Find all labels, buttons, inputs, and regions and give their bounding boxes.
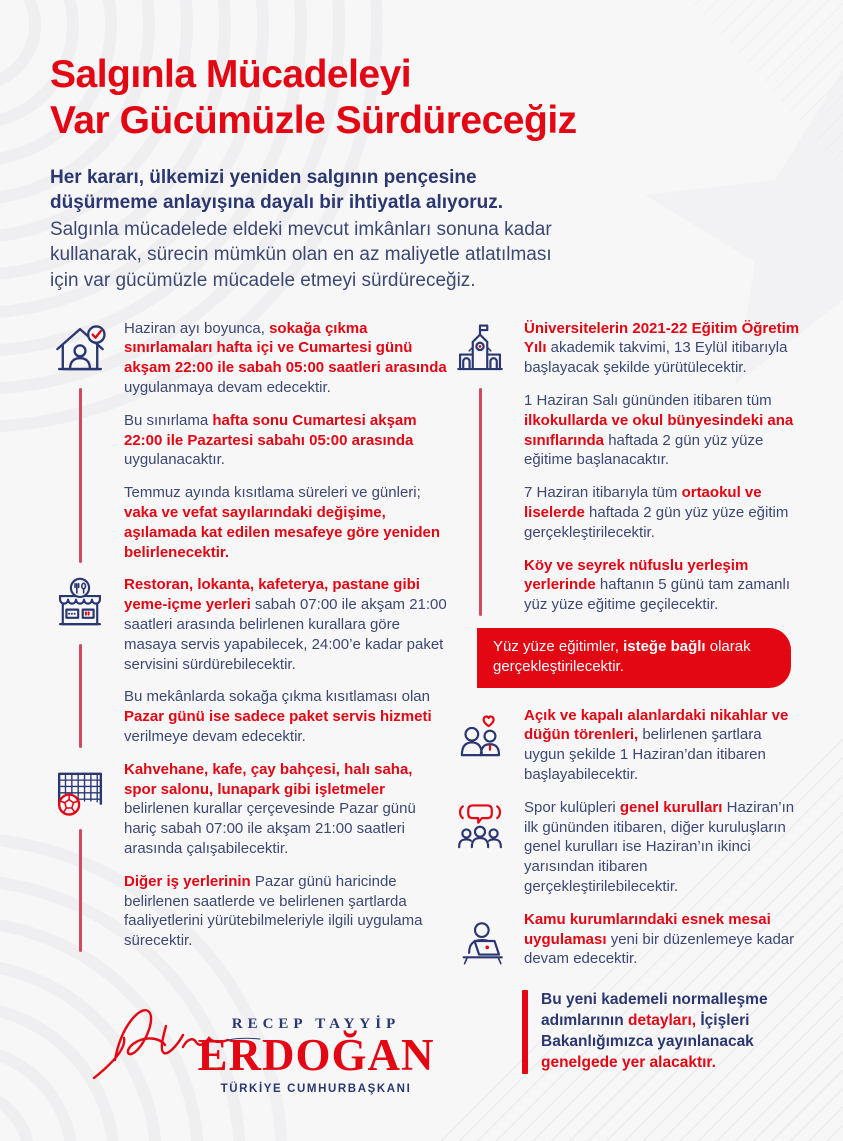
university-building-icon bbox=[451, 321, 509, 379]
meeting-people-icon bbox=[451, 800, 509, 858]
education-paragraph-1 bbox=[524, 319, 805, 378]
right-column bbox=[448, 319, 805, 1127]
text-segment: Restoran, lokanta, kafeterya, pastane gibi yeme-içme yerleri bbox=[124, 576, 420, 614]
signature-first-name: RECEP TAYYİP bbox=[231, 1015, 401, 1032]
closing-note-text bbox=[541, 990, 795, 1074]
house-check-icon bbox=[51, 321, 109, 379]
text-segment: yeni bir düzenlemeye kadar devam edecektir. bbox=[524, 930, 795, 968]
text-segment: Kahvehane, kafe, çay bahçesi, halı saha, spor salonu, lunapark gibi işletmeler bbox=[124, 760, 413, 798]
page-title bbox=[50, 52, 803, 144]
curfew-paragraph-3 bbox=[124, 483, 448, 562]
education-banner-text bbox=[493, 637, 775, 677]
text-segment: Bu yeni kademeli normalleşme adımlarının bbox=[541, 991, 768, 1030]
text-segment: Üniversitelerin 2021-22 Eğitim Öğretim Yılı bbox=[524, 319, 800, 357]
timeline-line bbox=[79, 829, 82, 952]
businesses-paragraph-2 bbox=[124, 872, 448, 951]
two-column-body bbox=[0, 293, 843, 1127]
text-segment: hafta sonu Cumartesi akşam 22:00 ile Pazartesi sabahı 05:00 arasında bbox=[124, 411, 417, 449]
education-banner bbox=[477, 628, 791, 688]
section-curfew bbox=[48, 319, 448, 576]
weddings-paragraph-1 bbox=[524, 706, 805, 785]
text-segment: uygulanmaya devam edecektir. bbox=[124, 379, 331, 397]
text-segment: 7 Haziran itibarıyla tüm bbox=[524, 484, 682, 502]
text-segment: sabah 07:00 ile akşam 21:00 saatleri arasında belirlenen kurallara göre masaya servis yapabilecek, 24:00’e kadar paket servisini sürdürebilecektir. bbox=[124, 596, 447, 673]
closing-note bbox=[522, 990, 795, 1074]
education-paragraph-3 bbox=[524, 483, 805, 542]
assemblies-paragraph-1 bbox=[524, 798, 805, 897]
text-segment: Haziran’ın ilk gününden itibaren, diğer kuruluşların genel kurulları ise Haziran’ın ikinci yarısından itibaren gerçekleştirilebilecektir. bbox=[524, 798, 795, 895]
text-segment: Pazar günü haricinde belirlenen saatlerde ve belirlenen şartlarda faaliyetlerini yürütebilmeleriyle ilgili uygulama sürecektir. bbox=[124, 872, 423, 950]
text-segment: Spor kulüpleri bbox=[524, 798, 620, 816]
wedding-couple-heart-icon bbox=[451, 708, 509, 766]
text-segment: vaka ve vefat sayılarındaki değişime, aşılamada kat edilen mesafeye göre yeniden belirlenecektir. bbox=[124, 504, 440, 561]
text-segment: verilmeye devam edecektir. bbox=[124, 727, 306, 745]
football-goal-icon bbox=[51, 762, 109, 820]
signature-last-name: ERDOĞAN bbox=[197, 1029, 435, 1080]
text-segment: Temmuz ayında kısıtlama süreleri ve günleri; bbox=[124, 484, 421, 502]
section-public-work bbox=[448, 910, 805, 982]
text-segment: Haziran ayı boyunca, bbox=[124, 319, 270, 337]
intro-emphasis: Her kararı, ülkemizi yeniden salgının pençesine düşürmeme anlayışına dayalı bir ihtiyatla alıyoruz. bbox=[50, 167, 503, 213]
text-segment: genel kurulları bbox=[619, 798, 723, 816]
text-segment: akademik takvimi, 13 Eylül itibarıyla başlayacak şekilde yürütülecektir. bbox=[524, 339, 788, 377]
education-paragraph-2 bbox=[524, 391, 805, 470]
text-segment: Açık ve kapalı alanlardaki nikahlar ve düğün törenleri, bbox=[524, 706, 789, 744]
text-segment: ortaokul ve liselerde bbox=[524, 484, 762, 522]
timeline-line bbox=[79, 388, 82, 564]
timeline-line bbox=[79, 644, 82, 747]
text-segment: Pazar günü ise sadece paket servis hizmeti bbox=[124, 708, 432, 726]
text-segment: olarak gerçekleştirilecektir. bbox=[493, 638, 751, 675]
title-line-2: Var Gücümüzle Sürdüreceğiz bbox=[50, 99, 577, 143]
timeline-line bbox=[479, 388, 482, 616]
section-weddings bbox=[448, 706, 805, 798]
text-segment: 1 Haziran Salı gününden itibaren tüm bbox=[524, 392, 772, 410]
header bbox=[0, 0, 843, 293]
text-segment: isteğe bağlı bbox=[623, 638, 706, 655]
note-accent-bar bbox=[522, 990, 528, 1074]
text-segment: haftada 2 gün yüz yüze eğitim gerçekleştirilecektir. bbox=[524, 504, 789, 541]
dining-paragraph-2 bbox=[124, 687, 448, 746]
education-paragraph-4 bbox=[524, 556, 805, 615]
text-segment: haftanın 5 günü tam zamanlı yüz yüze eğitime geçilecektir. bbox=[524, 576, 791, 614]
left-column bbox=[48, 319, 448, 1127]
curfew-paragraph-1 bbox=[124, 319, 448, 398]
section-businesses bbox=[48, 760, 448, 964]
curfew-paragraph-2 bbox=[124, 411, 448, 470]
signature-block bbox=[88, 992, 448, 1127]
dining-paragraph-1 bbox=[124, 575, 448, 674]
text-segment: Diğer iş yerlerinin bbox=[124, 872, 251, 890]
restaurant-storefront-icon bbox=[51, 577, 109, 635]
text-segment: sokağa çıkma sınırlamaları hafta içi ve Cumartesi günü akşam 22:00 ile sabah 05:00 saatleri arasında bbox=[124, 319, 447, 377]
title-line-1: Salgınla Mücadeleyi bbox=[50, 53, 412, 96]
text-segment: belirlenen kurallar çerçevesinde Pazar günü hariç sabah 07:00 ile akşam 21:00 saatleri arasında çalışabilecektir. bbox=[124, 800, 416, 857]
text-segment: Kamu kurumlarındaki esnek mesai uygulaması bbox=[524, 910, 771, 948]
signature-office-title: TÜRKİYE CUMHURBAŞKANI bbox=[220, 1082, 412, 1095]
text-segment: haftada 2 gün yüz yüze eğitime başlanacaktır. bbox=[524, 431, 764, 469]
intro-text: Salgınla mücadelede eldeki mevcut imkânları sonuna kadar kullanarak, sürecin mümkün olan en az maliyetle atlatılması için var gücümüzle mücadele etmeyi sürdüreceğiz. bbox=[50, 219, 552, 291]
text-segment: Yüz yüze eğitimler, bbox=[493, 638, 624, 655]
public-work-paragraph-1 bbox=[524, 910, 805, 969]
text-segment: İçişleri Bakanlığımızca yayınlanacak bbox=[541, 1012, 754, 1050]
section-assemblies bbox=[448, 798, 805, 910]
text-segment: Bu sınırlama bbox=[124, 411, 213, 429]
section-dining bbox=[48, 575, 448, 759]
text-segment: belirlenen şartlara uygun şekilde 1 Haziran’dan itibaren başlayabilecektir. bbox=[524, 726, 766, 783]
text-segment: uygulanacaktır. bbox=[124, 451, 225, 469]
text-segment: Bu mekânlarda sokağa çıkma kısıtlaması olan bbox=[124, 688, 430, 706]
text-segment: detayları, bbox=[628, 1012, 697, 1030]
text-segment: genelgede yer alacaktır. bbox=[541, 1053, 716, 1071]
text-segment: ilkokullarda ve okul bünyesindeki ana sınıflarında bbox=[524, 411, 794, 449]
remote-work-laptop-icon bbox=[451, 912, 509, 970]
businesses-paragraph-1 bbox=[124, 760, 448, 859]
text-segment: Köy ve seyrek nüfuslu yerleşim yerlerinde bbox=[524, 556, 749, 594]
section-education bbox=[448, 319, 805, 688]
